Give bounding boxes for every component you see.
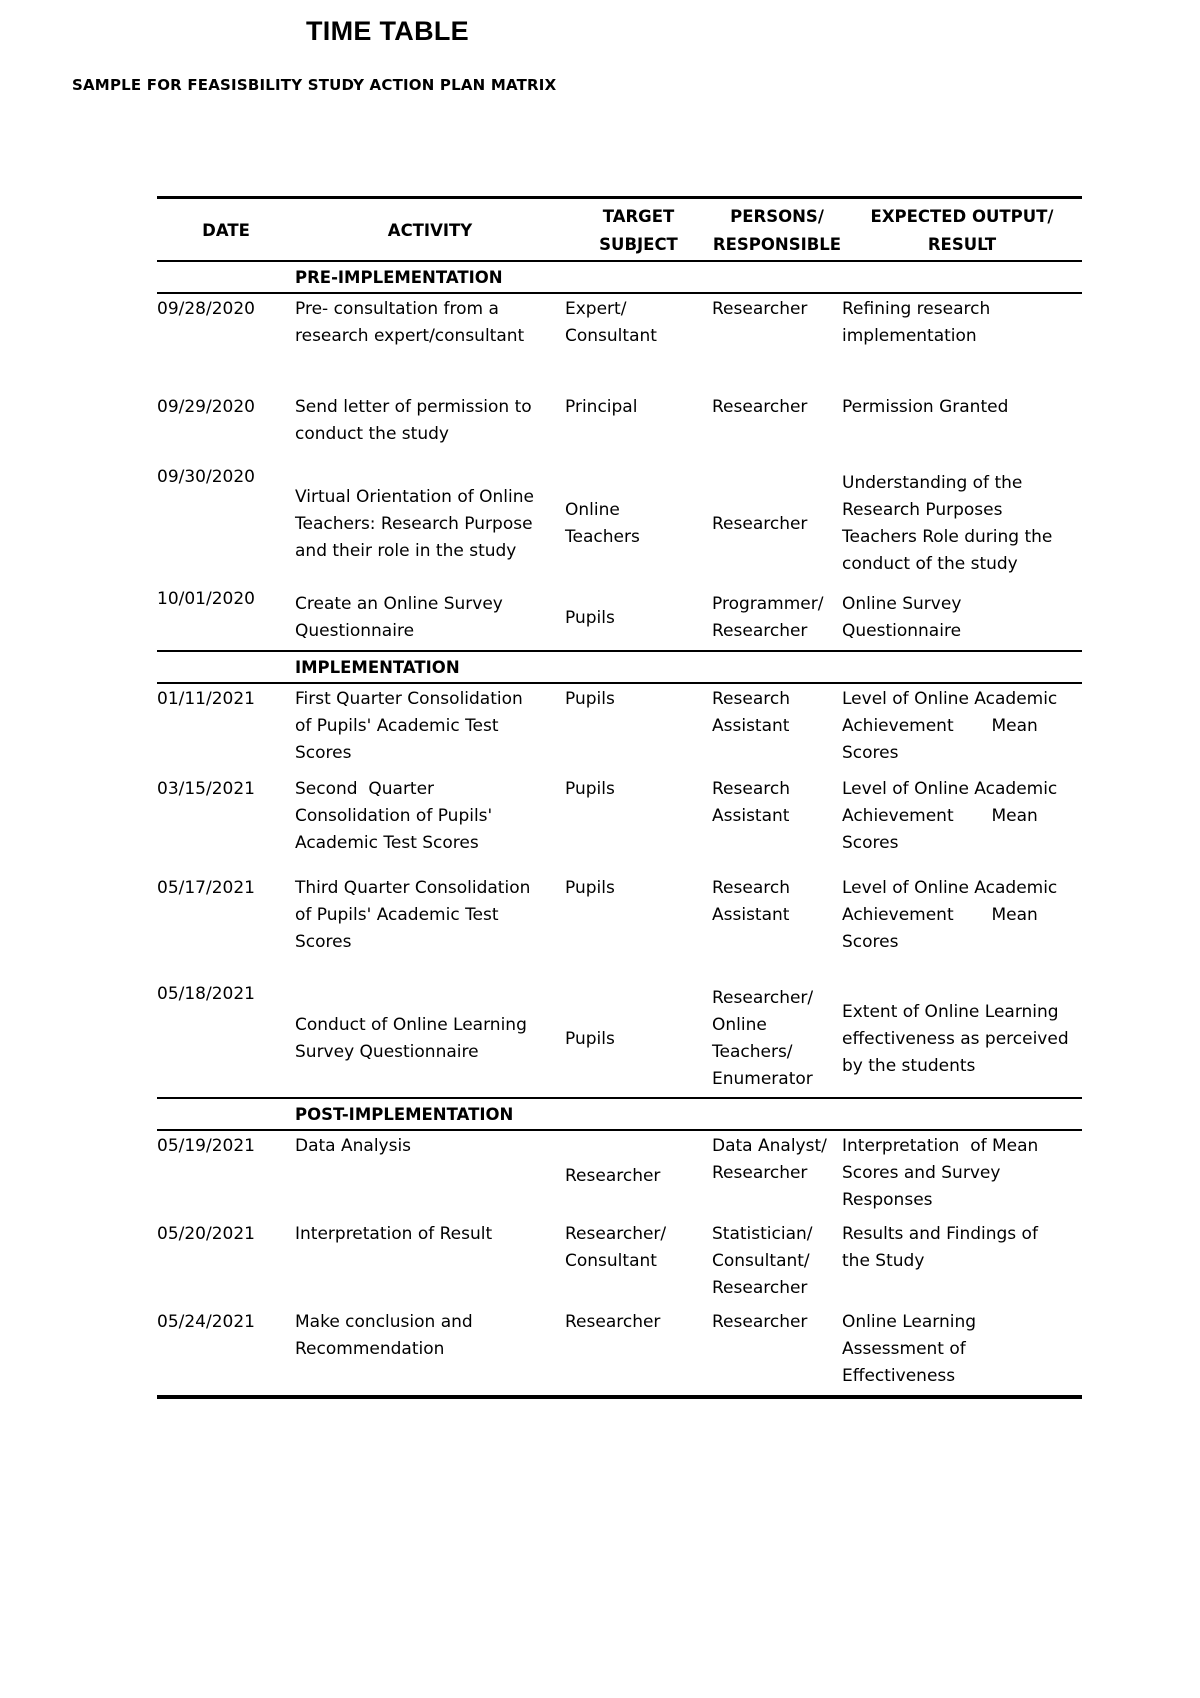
cell-persons-line: Researcher (712, 513, 808, 534)
cell-activity-line: Questionnaire (295, 621, 415, 641)
cell-date (157, 294, 295, 392)
cell-persons (712, 1219, 842, 1307)
table-row (157, 774, 1082, 873)
cell-persons-line: Consultant/ (712, 1251, 810, 1271)
cell-output (842, 873, 1082, 979)
cell-target-line: Pupils (565, 689, 615, 709)
cell-target-line: Online (565, 500, 620, 520)
cell-date (157, 684, 295, 774)
cell-activity (295, 979, 565, 1097)
cell-activity (295, 873, 565, 979)
header-activity: ACTIVITY (387, 220, 473, 240)
cell-date-line: 09/29/2020 (157, 397, 255, 417)
cell-date-line: 05/24/2021 (157, 1312, 255, 1332)
cell-date (157, 1219, 295, 1307)
cell-target (565, 1219, 712, 1307)
cell-date-line: 05/17/2021 (157, 878, 255, 898)
section-spacer (157, 262, 295, 292)
cell-activity-line: of Pupils' Academic Test (295, 716, 499, 736)
table-row (157, 684, 1082, 774)
table-row (157, 873, 1082, 979)
cell-target-line: Pupils (565, 779, 615, 799)
cell-target-line: Teachers (565, 527, 640, 547)
cell-activity-line: Third Quarter Consolidation (295, 878, 531, 898)
cell-output-line: Responses (842, 1190, 933, 1210)
cell-output (842, 979, 1082, 1097)
cell-persons (712, 294, 842, 392)
cell-target (565, 1131, 712, 1219)
cell-persons (712, 392, 842, 462)
cell-target-line: Consultant (565, 326, 657, 346)
cell-date-line: 05/20/2021 (157, 1224, 255, 1244)
cell-target (565, 774, 712, 873)
cell-persons-line: Enumerator (712, 1069, 813, 1089)
cell-persons-line: Researcher (712, 397, 808, 417)
section-row (157, 1097, 1082, 1131)
cell-date-line: 01/11/2021 (157, 689, 255, 709)
cell-activity-line: Academic Test Scores (295, 833, 479, 853)
cell-output-line: Online Survey (842, 594, 962, 614)
cell-persons (712, 684, 842, 774)
cell-output-line: Level of Online Academic (842, 878, 1058, 898)
header-output-line2: RESULT (927, 234, 997, 254)
table-row (157, 1219, 1082, 1307)
cell-activity-line: First Quarter Consolidation (295, 689, 523, 709)
cell-persons-line: Assistant (712, 806, 790, 826)
cell-output-line: implementation (842, 326, 977, 346)
cell-output-line: Level of Online Academic (842, 689, 1058, 709)
cell-activity-line: of Pupils' Academic Test (295, 905, 499, 925)
cell-target (565, 462, 712, 584)
page-subtitle: SAMPLE FOR FEASISBILITY STUDY ACTION PLAN MATRIX (72, 76, 557, 94)
cell-activity (295, 294, 565, 392)
section-label: IMPLEMENTATION (295, 658, 460, 677)
cell-output-line: Refining research (842, 299, 991, 319)
cell-output (842, 1219, 1082, 1307)
cell-persons (712, 979, 842, 1097)
cell-target-line: Expert/ (565, 299, 627, 319)
cell-persons-line: Researcher (712, 1312, 808, 1332)
cell-output-line: Assessment of (842, 1339, 966, 1359)
cell-output-line: Scores (842, 743, 899, 763)
cell-persons-line: Research (712, 779, 790, 799)
cell-activity-line: Survey Questionnaire (295, 1042, 479, 1062)
cell-date-line: 03/15/2021 (157, 779, 255, 799)
cell-output-line: Questionnaire (842, 621, 962, 641)
cell-activity-line: Scores (295, 743, 352, 763)
cell-target-line: Researcher/ (565, 1224, 667, 1244)
cell-persons-line: Data Analyst/ (712, 1136, 827, 1156)
cell-target (565, 584, 712, 650)
cell-output-line: effectiveness as perceived (842, 1028, 1069, 1049)
cell-activity-line: Create an Online Survey (295, 594, 503, 614)
cell-date (157, 1307, 295, 1395)
cell-output-line: Scores (842, 932, 899, 952)
cell-activity-line: Scores (295, 932, 352, 952)
header-expected-output (842, 201, 1082, 259)
cell-target (565, 294, 712, 392)
table-header-row (157, 196, 1082, 262)
cell-activity-line: Send letter of permission to (295, 397, 532, 417)
section-row (157, 650, 1082, 684)
cell-persons-line: Researcher (712, 1278, 808, 1298)
cell-target-line: Pupils (565, 607, 615, 628)
header-target-subject (565, 201, 712, 259)
cell-target (565, 684, 712, 774)
cell-output (842, 392, 1082, 462)
cell-output-line: Achievement Mean (842, 716, 1038, 736)
cell-activity-line: Data Analysis (295, 1136, 412, 1156)
table-row (157, 294, 1082, 392)
cell-target-line: Researcher (565, 1165, 661, 1186)
cell-target (565, 979, 712, 1097)
table-row (157, 584, 1082, 650)
section-label: PRE-IMPLEMENTATION (295, 268, 503, 287)
cell-activity-line: Pre- consultation from a (295, 299, 499, 319)
cell-target-line: Pupils (565, 878, 615, 898)
cell-persons-line: Assistant (712, 905, 790, 925)
cell-activity-line: Teachers: Research Purpose (295, 513, 533, 534)
header-target-line1: TARGET (602, 206, 675, 226)
cell-persons-line: Researcher (712, 621, 808, 641)
section-label: POST-IMPLEMENTATION (295, 1105, 514, 1124)
header-persons-line1: PERSONS/ (730, 206, 824, 226)
page-title: TIME TABLE (306, 16, 469, 46)
cell-persons-line: Online (712, 1015, 767, 1035)
cell-target-line: Researcher (565, 1312, 661, 1332)
cell-output-line: Results and Findings of (842, 1224, 1038, 1244)
header-persons-responsible (712, 201, 842, 259)
cell-date-line: 09/30/2020 (157, 467, 255, 487)
cell-output-line: conduct of the study (842, 554, 1018, 574)
cell-date (157, 392, 295, 462)
cell-persons-line: Researcher (712, 299, 808, 319)
cell-activity (295, 392, 565, 462)
cell-activity-line: Consolidation of Pupils' (295, 806, 493, 826)
cell-activity-line: research expert/consultant (295, 326, 525, 346)
cell-date (157, 774, 295, 873)
cell-output (842, 1307, 1082, 1395)
cell-output-line: Effectiveness (842, 1366, 956, 1386)
cell-output (842, 462, 1082, 584)
cell-output-line: Understanding of the (842, 473, 1023, 493)
cell-persons-line: Researcher (712, 1163, 808, 1183)
cell-activity (295, 1307, 565, 1395)
cell-persons (712, 462, 842, 584)
cell-output (842, 684, 1082, 774)
cell-activity-line: Second Quarter (295, 779, 435, 799)
cell-date (157, 979, 295, 1097)
cell-activity-line: Conduct of Online Learning (295, 1015, 527, 1035)
cell-date (157, 1131, 295, 1219)
table-row (157, 1131, 1082, 1219)
cell-output (842, 774, 1082, 873)
table-row (157, 392, 1082, 462)
cell-output-line: Scores and Survey (842, 1163, 1001, 1183)
cell-output-line: Extent of Online Learning (842, 1001, 1059, 1022)
cell-output-line: Interpretation of Mean (842, 1136, 1039, 1156)
cell-persons-line: Research (712, 689, 790, 709)
cell-activity-line: and their role in the study (295, 540, 517, 561)
cell-persons-line: Researcher/ (712, 988, 814, 1008)
cell-target-line: Principal (565, 397, 638, 417)
section-spacer (157, 1099, 295, 1129)
cell-persons-line: Statistician/ (712, 1224, 813, 1244)
cell-target-line: Consultant (565, 1251, 657, 1271)
table-row (157, 979, 1082, 1097)
cell-activity-line: conduct the study (295, 424, 449, 444)
cell-output-line: the Study (842, 1251, 925, 1271)
header-target-line2: SUBJECT (599, 234, 678, 254)
cell-output-line: Permission Granted (842, 397, 1009, 417)
cell-output (842, 1131, 1082, 1219)
cell-date (157, 873, 295, 979)
header-persons-line2: RESPONSIBLE (712, 234, 842, 254)
table-row (157, 462, 1082, 584)
cell-persons (712, 1307, 842, 1395)
cell-persons-line: Assistant (712, 716, 790, 736)
cell-target (565, 1307, 712, 1395)
table-body (157, 262, 1082, 1399)
cell-date-line: 05/18/2021 (157, 984, 255, 1004)
cell-activity (295, 684, 565, 774)
cell-persons-line: Programmer/ (712, 594, 824, 614)
cell-persons (712, 584, 842, 650)
header-date: DATE (202, 220, 250, 240)
cell-output-line: Scores (842, 833, 899, 853)
cell-output-line: Teachers Role during the (842, 527, 1053, 547)
cell-activity-line: Interpretation of Result (295, 1224, 493, 1244)
cell-output-line: Online Learning (842, 1312, 977, 1332)
cell-activity (295, 462, 565, 584)
cell-persons (712, 1131, 842, 1219)
cell-date-line: 10/01/2020 (157, 589, 255, 609)
cell-activity (295, 584, 565, 650)
cell-persons-line: Teachers/ (712, 1042, 793, 1062)
cell-date-line: 05/19/2021 (157, 1136, 255, 1156)
cell-output-line: Achievement Mean (842, 905, 1038, 925)
table-row (157, 1307, 1082, 1399)
cell-persons (712, 774, 842, 873)
cell-output-line: by the students (842, 1055, 976, 1076)
cell-persons (712, 873, 842, 979)
cell-output (842, 584, 1082, 650)
cell-output-line: Achievement Mean (842, 806, 1038, 826)
cell-activity (295, 1219, 565, 1307)
cell-activity-line: Recommendation (295, 1339, 445, 1359)
cell-target (565, 873, 712, 979)
cell-output-line: Level of Online Academic (842, 779, 1058, 799)
action-plan-table (157, 196, 1082, 1399)
header-output-line1: EXPECTED OUTPUT/ (870, 206, 1054, 226)
cell-persons-line: Research (712, 878, 790, 898)
cell-output-line: Research Purposes (842, 500, 1003, 520)
cell-target (565, 392, 712, 462)
cell-target-line: Pupils (565, 1028, 615, 1049)
cell-activity (295, 1131, 565, 1219)
cell-activity-line: Virtual Orientation of Online (295, 486, 534, 507)
cell-date (157, 462, 295, 584)
cell-output (842, 294, 1082, 392)
cell-activity (295, 774, 565, 873)
cell-date-line: 09/28/2020 (157, 299, 255, 319)
cell-date (157, 584, 295, 650)
section-row (157, 262, 1082, 294)
cell-activity-line: Make conclusion and (295, 1312, 473, 1332)
section-spacer (157, 652, 295, 682)
